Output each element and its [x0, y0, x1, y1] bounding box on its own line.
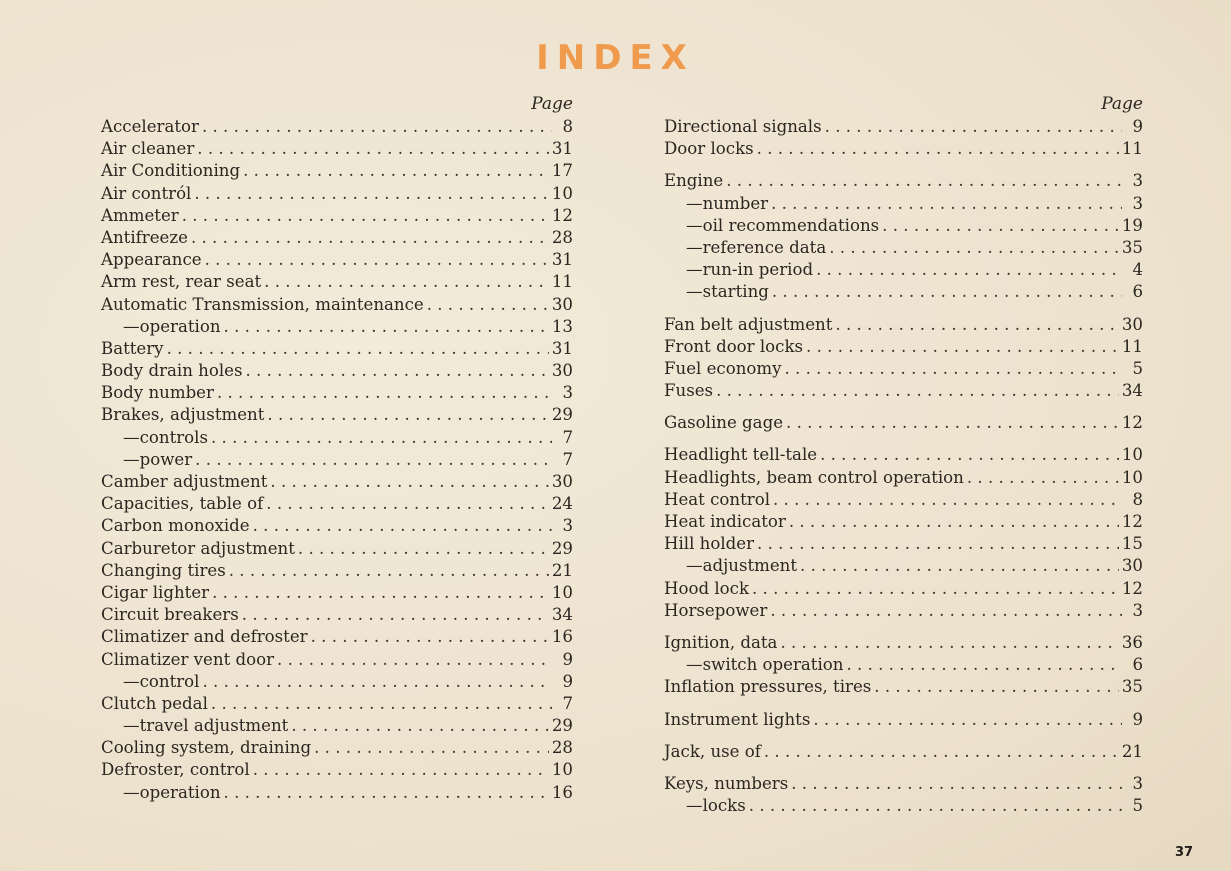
dot-leader [785, 358, 1123, 380]
entry-label: Gasoline gage [664, 413, 784, 433]
dot-leader [217, 382, 552, 404]
dot-leader [789, 511, 1119, 533]
entry-label: Antifreeze [101, 227, 188, 247]
index-subentry [101, 715, 573, 737]
entry-label: Appearance [101, 250, 202, 270]
entry-label: —run-in period [686, 260, 814, 280]
page-column-header: Page [1101, 94, 1143, 114]
entry-page-number: 5 [1132, 358, 1143, 378]
dot-leader [270, 471, 548, 493]
index-entry [664, 138, 1143, 160]
dot-leader [211, 427, 552, 449]
entry-label: Battery [101, 338, 164, 358]
dot-leader [813, 709, 1122, 731]
dot-leader [202, 116, 552, 138]
index-entry [664, 358, 1143, 380]
index-subentry [664, 237, 1143, 259]
entry-label: Body number [101, 383, 214, 403]
entry-label: —travel adjustment [123, 716, 289, 736]
index-subentry [664, 555, 1143, 577]
entry-label: Climatizer and defroster [101, 627, 308, 647]
dot-leader [191, 227, 549, 249]
entry-page-number: 31 [551, 338, 573, 358]
index-entry [664, 467, 1143, 489]
entry-page-number: 30 [1121, 556, 1143, 576]
entry-page-number: 7 [562, 427, 573, 447]
index-column-left [101, 92, 573, 804]
dot-leader [291, 715, 549, 737]
index-subentry [664, 281, 1143, 303]
entry-label: —power [123, 449, 193, 469]
index-entry [664, 600, 1143, 622]
index-entry [101, 538, 573, 560]
entry-page-number: 6 [1132, 282, 1143, 302]
dot-leader [224, 782, 549, 804]
index-entry [101, 294, 573, 316]
entry-label: Front door locks [664, 336, 804, 356]
entry-page-number: 3 [1132, 171, 1143, 191]
index-entry [664, 489, 1143, 511]
entry-page-number: 5 [1132, 796, 1143, 816]
index-entry [664, 773, 1143, 795]
entry-label: Instrument lights [664, 709, 811, 729]
dot-leader [816, 259, 1122, 281]
entry-page-number: 35 [1121, 677, 1143, 697]
index-entry [101, 582, 573, 604]
index-entry [101, 626, 573, 648]
entry-label: Door locks [664, 139, 754, 159]
dot-leader [825, 116, 1122, 138]
dot-leader [253, 515, 552, 537]
entry-label: Directional signals [664, 117, 822, 136]
index-subentry [101, 671, 573, 693]
index-entry [101, 693, 573, 715]
page-number: 37 [1175, 845, 1194, 860]
index-entry [101, 560, 573, 582]
entry-page-number: 16 [551, 627, 573, 647]
index-entry [101, 404, 573, 426]
entry-page-number: 12 [1121, 512, 1143, 531]
entry-label: Heat control [664, 489, 770, 509]
entry-label: Changing tires [101, 560, 226, 580]
page-column-header: Page [531, 94, 573, 114]
index-entry [664, 170, 1143, 192]
index-subentry [664, 193, 1143, 215]
index-entry [664, 444, 1143, 466]
index-entry [101, 227, 573, 249]
index-entry [101, 737, 573, 759]
dot-leader [846, 654, 1122, 676]
entry-page-number: 16 [551, 782, 573, 802]
dot-leader [427, 294, 549, 316]
index-entry [101, 759, 573, 781]
entry-label: —switch operation [686, 655, 844, 675]
entry-label: Arm rest, rear seat [101, 272, 262, 292]
entry-page-number: 9 [562, 671, 573, 691]
entry-page-number: 21 [551, 560, 573, 580]
entry-label: Headlights, beam control operation [664, 467, 964, 487]
entry-label: —reference data [686, 237, 827, 257]
entry-page-number: 12 [1121, 578, 1143, 598]
dot-leader [772, 281, 1122, 303]
dot-leader [194, 183, 549, 205]
dot-leader [266, 493, 549, 515]
entry-label: Accelerator [101, 117, 199, 136]
dot-leader [195, 449, 552, 471]
entry-page-number: 10 [1121, 445, 1143, 465]
dot-leader [874, 676, 1119, 698]
dot-leader [167, 338, 549, 360]
entry-page-number: 36 [1121, 632, 1143, 652]
entry-label: Climatizer vent door [101, 649, 275, 669]
entry-label: Ammeter [101, 205, 179, 225]
index-entry [664, 336, 1143, 358]
index-subentry [664, 259, 1143, 281]
entry-label: Headlight tell-tale [664, 445, 818, 465]
dot-leader [780, 632, 1118, 654]
entry-label: Keys, numbers [664, 773, 789, 793]
index-subentry [664, 215, 1143, 237]
dot-leader [764, 741, 1119, 763]
dot-leader [771, 193, 1122, 215]
entry-page-number: 7 [562, 693, 573, 713]
entry-page-number: 11 [1121, 336, 1143, 356]
index-entry [101, 271, 573, 293]
index-entry [101, 160, 573, 182]
index-entry [101, 493, 573, 515]
dot-leader [757, 533, 1119, 555]
dot-leader [211, 693, 552, 715]
dot-leader [786, 412, 1119, 434]
entry-label: —operation [123, 782, 221, 802]
entry-label: Fan belt adjustment [664, 314, 833, 334]
entry-label: Capacities, table of [101, 494, 264, 514]
dot-leader [229, 560, 549, 582]
entry-page-number: 29 [551, 538, 573, 558]
entry-page-number: 9 [562, 649, 573, 669]
entry-label: —starting [686, 282, 769, 302]
entry-page-number: 24 [551, 494, 573, 514]
index-entry [664, 741, 1143, 763]
entry-page-number: 3 [562, 383, 573, 403]
entry-label: Defroster, control [101, 760, 250, 780]
entry-page-number: 17 [551, 161, 573, 181]
index-entry [664, 412, 1143, 434]
dot-leader [267, 404, 548, 426]
dot-leader [820, 444, 1119, 466]
entry-label: Air contról [101, 183, 192, 203]
index-entry [664, 578, 1143, 600]
entry-label: —adjustment [686, 556, 798, 576]
entry-label: —controls [123, 427, 208, 447]
index-entry [664, 380, 1143, 402]
dot-leader [773, 489, 1122, 511]
entry-label: Jack, use of [664, 741, 761, 761]
dot-leader [205, 249, 549, 271]
entry-page-number: 3 [562, 516, 573, 536]
index-entry [101, 138, 573, 160]
entry-label: Fuses [664, 381, 714, 401]
entry-label: Body drain holes [101, 361, 243, 381]
entry-label: —locks [686, 796, 746, 816]
entry-page-number: 34 [551, 605, 573, 625]
index-entry [664, 533, 1143, 555]
entry-label: Fuel economy [664, 358, 782, 378]
entry-label: Carbon monoxide [101, 516, 250, 536]
entry-label: Horsepower [664, 600, 768, 620]
index-subentry [101, 316, 573, 338]
index-entry [101, 338, 573, 360]
entry-page-number: 30 [551, 472, 573, 491]
dot-leader [298, 538, 549, 560]
index-entry [664, 511, 1143, 533]
dot-leader [202, 671, 552, 693]
entry-page-number: 8 [1132, 489, 1143, 509]
entry-page-number: 21 [1121, 741, 1143, 761]
index-entry [101, 515, 573, 537]
index-entries-left [101, 116, 573, 804]
entry-label: Engine [664, 171, 724, 191]
index-subentry [664, 795, 1143, 817]
entry-page-number: 30 [1121, 314, 1143, 334]
entry-page-number: 30 [551, 361, 573, 381]
entry-page-number: 10 [551, 183, 573, 203]
dot-leader [277, 649, 552, 671]
index-entry [664, 676, 1143, 698]
dot-leader [770, 600, 1122, 622]
dot-leader [757, 138, 1119, 160]
entry-page-number: 35 [1121, 237, 1143, 257]
entry-page-number: 3 [1132, 600, 1143, 620]
dot-leader [749, 795, 1122, 817]
entry-label: Camber adjustment [101, 472, 268, 491]
index-entry [101, 116, 573, 138]
index-subentry [101, 782, 573, 804]
index-entry [101, 382, 573, 404]
index-subentry [101, 427, 573, 449]
index-entry [664, 314, 1143, 336]
entry-label: Air cleaner [101, 139, 195, 159]
dot-leader [253, 759, 549, 781]
dot-leader [752, 578, 1119, 600]
entry-label: —control [123, 671, 200, 691]
dot-leader [311, 626, 549, 648]
index-entry [101, 649, 573, 671]
dot-leader [967, 467, 1119, 489]
entry-page-number: 10 [551, 760, 573, 780]
entry-page-number: 29 [551, 716, 573, 736]
dot-leader [882, 215, 1119, 237]
entry-page-number: 7 [562, 449, 573, 469]
dot-leader [806, 336, 1119, 358]
entry-label: Hood lock [664, 578, 749, 598]
entry-page-number: 12 [551, 205, 573, 225]
entry-page-number: 31 [551, 250, 573, 270]
index-entry [101, 205, 573, 227]
entry-page-number: 11 [1121, 139, 1143, 159]
entry-page-number: 3 [1132, 193, 1143, 213]
index-subentry [101, 449, 573, 471]
index-subentry [664, 654, 1143, 676]
entry-label: Brakes, adjustment [101, 405, 265, 425]
index-entry [664, 116, 1143, 138]
entry-label: —number [686, 193, 769, 213]
dot-leader [800, 555, 1119, 577]
entry-page-number: 34 [1121, 381, 1143, 401]
entry-page-number: 29 [551, 405, 573, 425]
entry-label: Cigar lighter [101, 582, 210, 602]
entry-label: Hill holder [664, 534, 755, 554]
entry-page-number: 12 [1121, 413, 1143, 433]
dot-leader [224, 316, 549, 338]
entry-page-number: 28 [551, 738, 573, 758]
index-entry [101, 604, 573, 626]
dot-leader [246, 360, 549, 382]
entry-page-number: 8 [562, 117, 573, 136]
entry-label: Automatic Transmission, maintenance [101, 294, 424, 314]
entry-page-number: 15 [1121, 534, 1143, 554]
dot-leader [243, 160, 549, 182]
dot-leader [829, 237, 1119, 259]
entry-page-number: 10 [551, 582, 573, 602]
dot-leader [716, 380, 1119, 402]
entry-page-number: 6 [1132, 655, 1143, 675]
entry-page-number: 31 [551, 139, 573, 159]
entry-label: —operation [123, 316, 221, 336]
index-entries-right [664, 116, 1143, 817]
index-title: INDEX [536, 38, 695, 78]
index-entry [664, 632, 1143, 654]
entry-label: Circuit breakers [101, 605, 239, 625]
entry-page-number: 3 [1132, 773, 1143, 793]
dot-leader [314, 737, 549, 759]
entry-page-number: 9 [1132, 709, 1143, 729]
index-entry [101, 360, 573, 382]
entry-label: Ignition, data [664, 632, 778, 652]
entry-label: —oil recommendations [686, 215, 880, 235]
entry-label: Carburetor adjustment [101, 538, 295, 558]
dot-leader [197, 138, 549, 160]
entry-label: Cooling system, draining [101, 738, 312, 758]
index-entry [101, 249, 573, 271]
entry-page-number: 28 [551, 227, 573, 247]
entry-label: Air Conditioning [101, 161, 241, 181]
entry-page-number: 11 [551, 272, 573, 292]
index-entry [101, 183, 573, 205]
dot-leader [835, 314, 1118, 336]
entry-label: Heat indicator [664, 512, 786, 531]
index-column-right [664, 92, 1143, 817]
entry-label: Clutch pedal [101, 693, 208, 713]
dot-leader [726, 170, 1122, 192]
dot-leader [182, 205, 549, 227]
dot-leader [212, 582, 549, 604]
dot-leader [791, 773, 1122, 795]
entry-page-number: 19 [1121, 215, 1143, 235]
entry-page-number: 9 [1132, 117, 1143, 136]
index-entry [101, 471, 573, 493]
index-entry [664, 709, 1143, 731]
entry-page-number: 30 [551, 294, 573, 314]
dot-leader [242, 604, 549, 626]
dot-leader [264, 271, 549, 293]
entry-page-number: 4 [1132, 260, 1143, 280]
entry-label: Inflation pressures, tires [664, 677, 872, 697]
entry-page-number: 10 [1121, 467, 1143, 487]
entry-page-number: 13 [551, 316, 573, 336]
